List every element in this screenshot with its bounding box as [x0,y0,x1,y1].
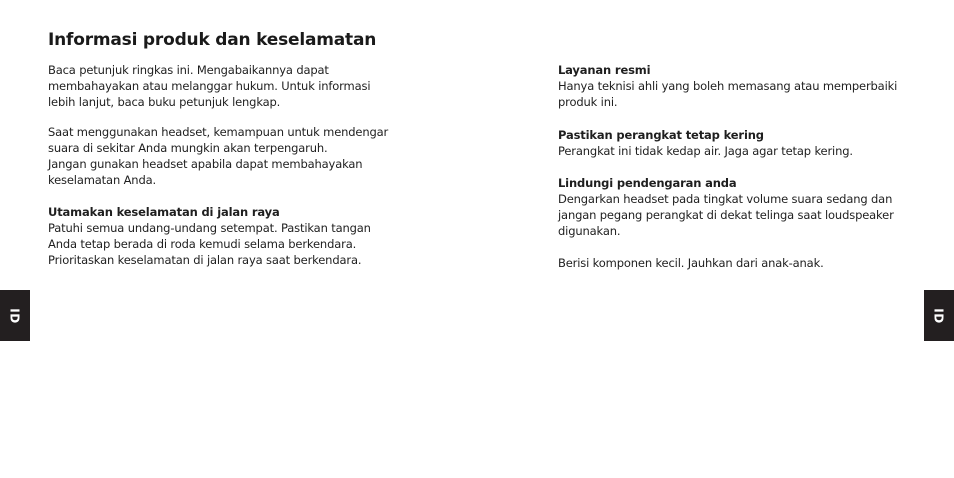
intro-line: lebih lanjut, baca buku petunjuk lengkap. [48,95,281,109]
small-parts-text: Berisi komponen kecil. Jauhkan dari anak-anak. [558,256,824,270]
small-parts-section [558,255,918,271]
keep-dry-section [558,127,918,159]
road-safety-section [48,204,408,268]
language-tab-right [924,290,954,341]
language-tab-left [0,290,30,341]
keep-dry-heading: Pastikan perangkat tetap kering [558,128,764,142]
warning-line: suara di sekitar Anda mungkin akan terpengaruh. [48,141,328,155]
hearing-line: digunakan. [558,224,621,238]
page-title: Informasi produk dan keselamatan [48,30,377,50]
intro-line: membahayakan atau melanggar hukum. Untuk informasi [48,79,371,93]
service-line: produk ini. [558,95,618,109]
service-line: Hanya teknisi ahli yang boleh memasang atau memperbaiki [558,79,898,93]
language-tab-label: ID [8,307,22,324]
intro-paragraph [48,62,408,110]
warning-line: Saat menggunakan headset, kemampuan untuk mendengar [48,125,389,139]
hearing-line: jangan pegang perangkat di dekat telinga saat loudspeaker [558,208,894,222]
road-safety-line: Anda tetap berada di roda kemudi selama berkendara. [48,237,357,251]
hearing-heading: Lindungi pendengaran anda [558,176,737,190]
service-heading: Layanan resmi [558,63,651,77]
road-safety-line: Patuhi semua undang-undang setempat. Pastikan tangan [48,221,371,235]
keep-dry-line: Perangkat ini tidak kedap air. Jaga agar tetap kering. [558,144,853,158]
road-safety-heading: Utamakan keselamatan di jalan raya [48,205,280,219]
service-section [558,62,918,110]
hearing-section [558,175,918,239]
warning-paragraph [48,124,408,188]
warning-line: keselamatan Anda. [48,173,156,187]
road-safety-line: Prioritaskan keselamatan di jalan raya saat berkendara. [48,253,362,267]
warning-line: Jangan gunakan headset apabila dapat membahayakan [48,157,363,171]
hearing-line: Dengarkan headset pada tingkat volume suara sedang dan [558,192,893,206]
language-tab-label: ID [932,307,946,324]
intro-line: Baca petunjuk ringkas ini. Mengabaikannya dapat [48,63,329,77]
